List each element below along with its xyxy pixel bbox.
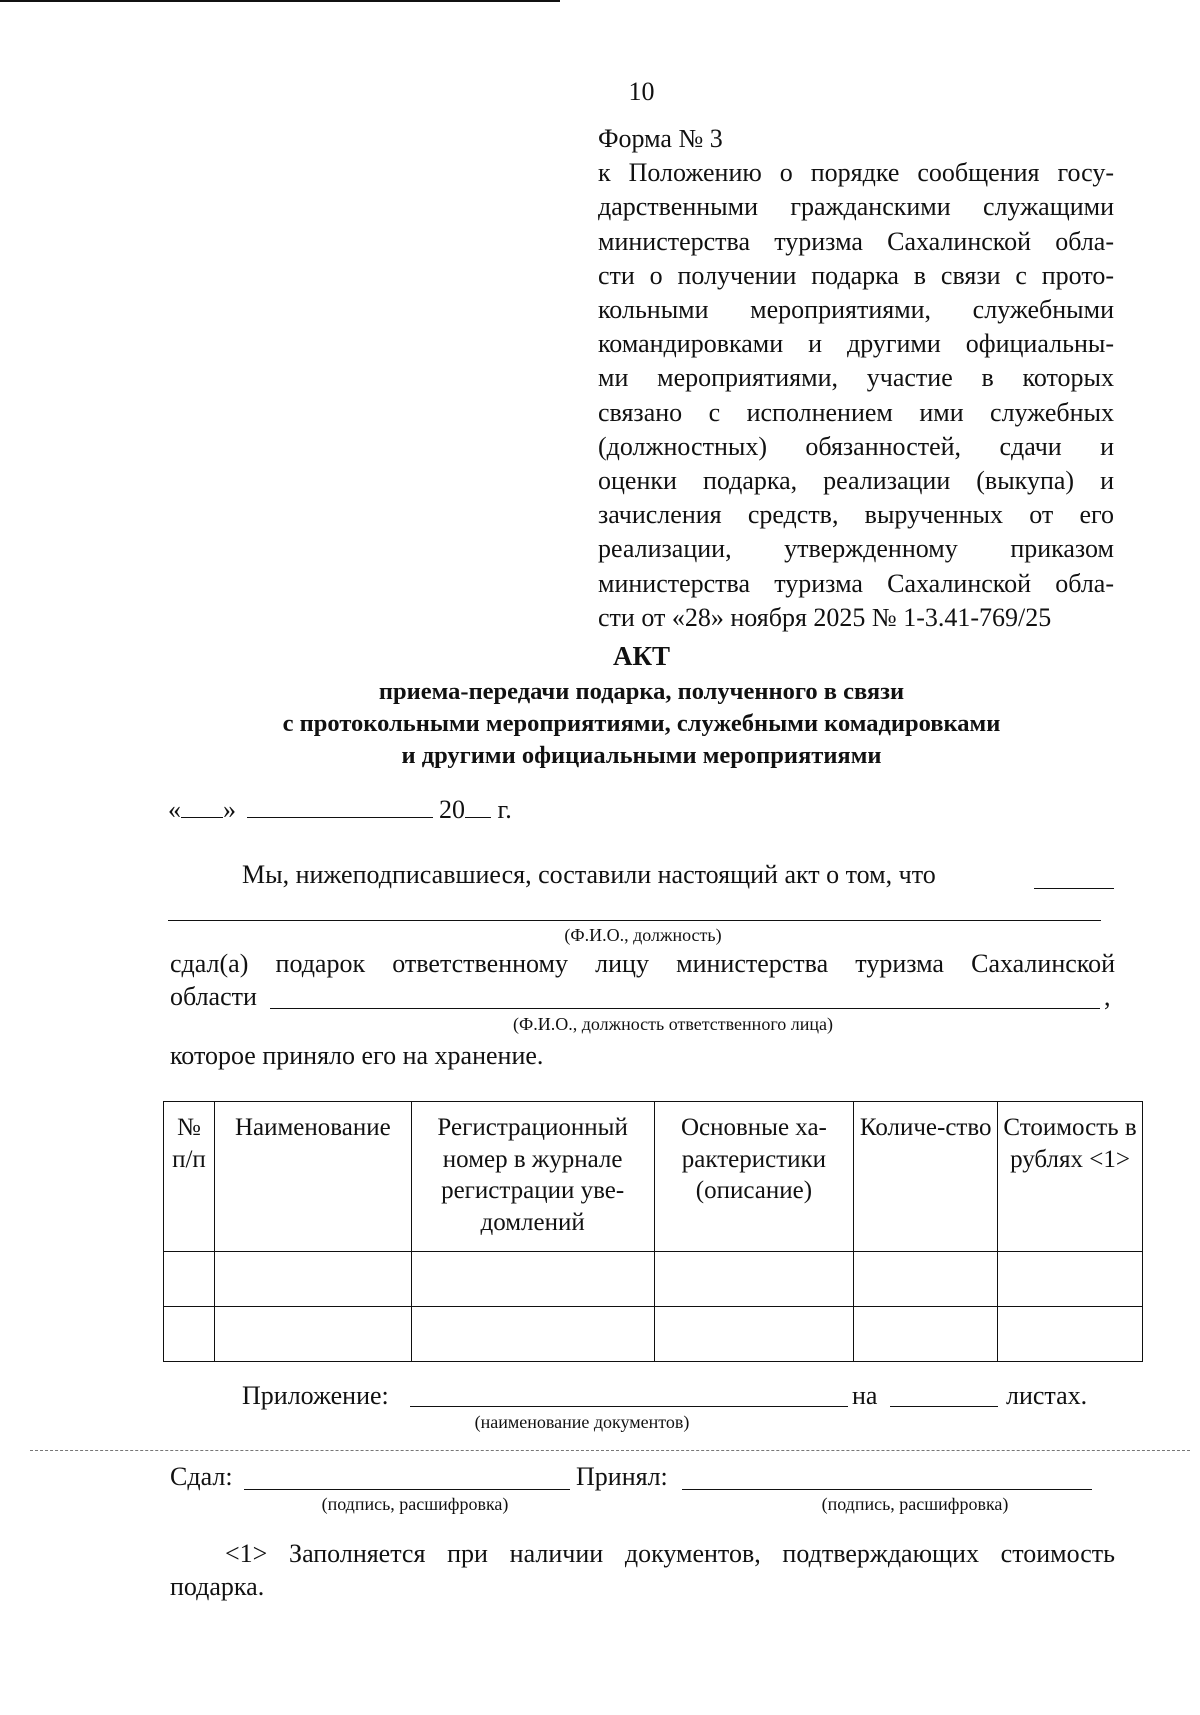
- scan-top-border: [0, 0, 560, 2]
- form-line: оценки подарка, реализации (выкупа) и: [598, 466, 1114, 496]
- page-number: 10: [628, 77, 655, 106]
- handed-signature-caption: (подпись, расшифровка): [321, 1494, 509, 1514]
- footnote: [170, 1537, 1115, 1603]
- appendix-sheets: листах.: [1006, 1381, 1088, 1410]
- form-line: реализации, утвержденному приказом: [598, 534, 1114, 564]
- table-header-row: [164, 1102, 1143, 1252]
- appendix-on: на: [852, 1381, 878, 1410]
- act-subtitle-line: и другими официальными мероприятиями: [401, 742, 882, 769]
- act-title: АКТ: [612, 641, 671, 671]
- responsible-blank[interactable]: [270, 1008, 1100, 1009]
- table-cell[interactable]: [654, 1252, 854, 1307]
- appendix-sheets-blank[interactable]: [890, 1406, 998, 1407]
- caption-responsible: (Ф.И.О., должность ответственного лица): [513, 1014, 833, 1034]
- table-row: [164, 1307, 1143, 1362]
- year-prefix: 20: [439, 795, 465, 824]
- table-cell[interactable]: [998, 1252, 1143, 1307]
- accepted-text: которое приняло его на хранение.: [170, 1041, 544, 1070]
- table-cell[interactable]: [214, 1307, 411, 1362]
- appendix-caption: (наименование документов): [474, 1412, 690, 1432]
- form-line: ми мероприятиями, участие в которых: [598, 363, 1114, 393]
- table-cell[interactable]: [854, 1252, 998, 1307]
- fio-blank[interactable]: [168, 920, 1101, 921]
- intro-text: Мы, нижеподписавшиеся, составили настоящий акт о том, что: [242, 860, 936, 889]
- accepted-signature-caption: (подпись, расшифровка): [821, 1494, 1009, 1514]
- handed-line-2-prefix: области: [170, 982, 257, 1011]
- form-line: министерства туризма Сахалинской обла-: [598, 568, 1114, 598]
- header-registration-number: Регистрационный номер в журнале регистрации уве-домлений: [411, 1102, 654, 1252]
- form-line: Форма № 3: [598, 124, 723, 153]
- header-name: Наименование: [214, 1102, 411, 1252]
- handed-line-1: сдал(а) подарок ответственному лицу министерства туризма Сахалинской: [170, 949, 1115, 978]
- footnote-line-1: <1> Заполняется при наличии документов, подтверждающих стоимость: [225, 1539, 1115, 1568]
- header-cost: Стоимость в рублях <1>: [998, 1102, 1143, 1252]
- accepted-signature-label: Принял:: [576, 1462, 668, 1491]
- header-quantity: Количе-ство: [854, 1102, 998, 1252]
- date-close-quote: »: [223, 795, 236, 824]
- form-line: (должностных) обязанностей, сдачи и: [598, 431, 1114, 461]
- year-blank[interactable]: [465, 795, 491, 818]
- day-blank[interactable]: [181, 795, 223, 818]
- form-line: связано с исполнением ими служебных: [598, 397, 1114, 427]
- gifts-table: [163, 1101, 1143, 1362]
- month-blank[interactable]: [247, 795, 433, 818]
- table-cell[interactable]: [998, 1307, 1143, 1362]
- table-cell[interactable]: [411, 1307, 654, 1362]
- table-cell[interactable]: [164, 1252, 215, 1307]
- appendix-label: Приложение:: [242, 1381, 389, 1410]
- scan-dashed-line: [30, 1450, 1190, 1451]
- form-line: министерства туризма Сахалинской обла-: [598, 226, 1114, 256]
- handed-signature-label: Сдал:: [170, 1462, 233, 1491]
- table-cell[interactable]: [654, 1307, 854, 1362]
- date-open-quote: «: [168, 795, 181, 824]
- table-cell[interactable]: [164, 1307, 215, 1362]
- form-line: кольными мероприятиями, служебными: [598, 295, 1114, 325]
- table-cell[interactable]: [214, 1252, 411, 1307]
- act-subtitle-line: с протокольными мероприятиями, служебными комадировками: [282, 710, 1001, 737]
- act-subtitle: [150, 676, 1133, 772]
- caption-fio: (Ф.И.О., должность): [564, 925, 722, 945]
- form-line: к Положению о порядке сообщения госу-: [598, 158, 1114, 188]
- year-suffix: г.: [491, 795, 512, 824]
- form-reference-block: [598, 122, 1114, 635]
- form-line: сти от «28» ноября 2025 № 1-3.41-769/25: [598, 602, 1052, 632]
- table-cell[interactable]: [411, 1252, 654, 1307]
- handed-signature-blank[interactable]: [244, 1489, 570, 1490]
- form-line: командировками и другими официальны-: [598, 329, 1114, 359]
- appendix-documents-blank[interactable]: [410, 1406, 848, 1407]
- act-subtitle-line: приема-передачи подарка, полученного в связи: [378, 678, 905, 705]
- date-line: [168, 795, 512, 825]
- handed-comma: ,: [1104, 982, 1111, 1011]
- form-line: сти о получении подарка в связи с прото-: [598, 260, 1114, 290]
- intro-blank[interactable]: [1034, 888, 1114, 889]
- footnote-line-2: подарка.: [170, 1572, 265, 1601]
- header-characteristics: Основные ха-рактеристики (описание): [654, 1102, 854, 1252]
- accepted-signature-blank[interactable]: [682, 1489, 1092, 1490]
- table-cell[interactable]: [854, 1307, 998, 1362]
- form-line: зачисления средств, вырученных от его: [598, 500, 1114, 530]
- header-number: № п/п: [164, 1102, 215, 1252]
- table-row: [164, 1252, 1143, 1307]
- form-line: дарственными гражданскими служащими: [598, 192, 1114, 222]
